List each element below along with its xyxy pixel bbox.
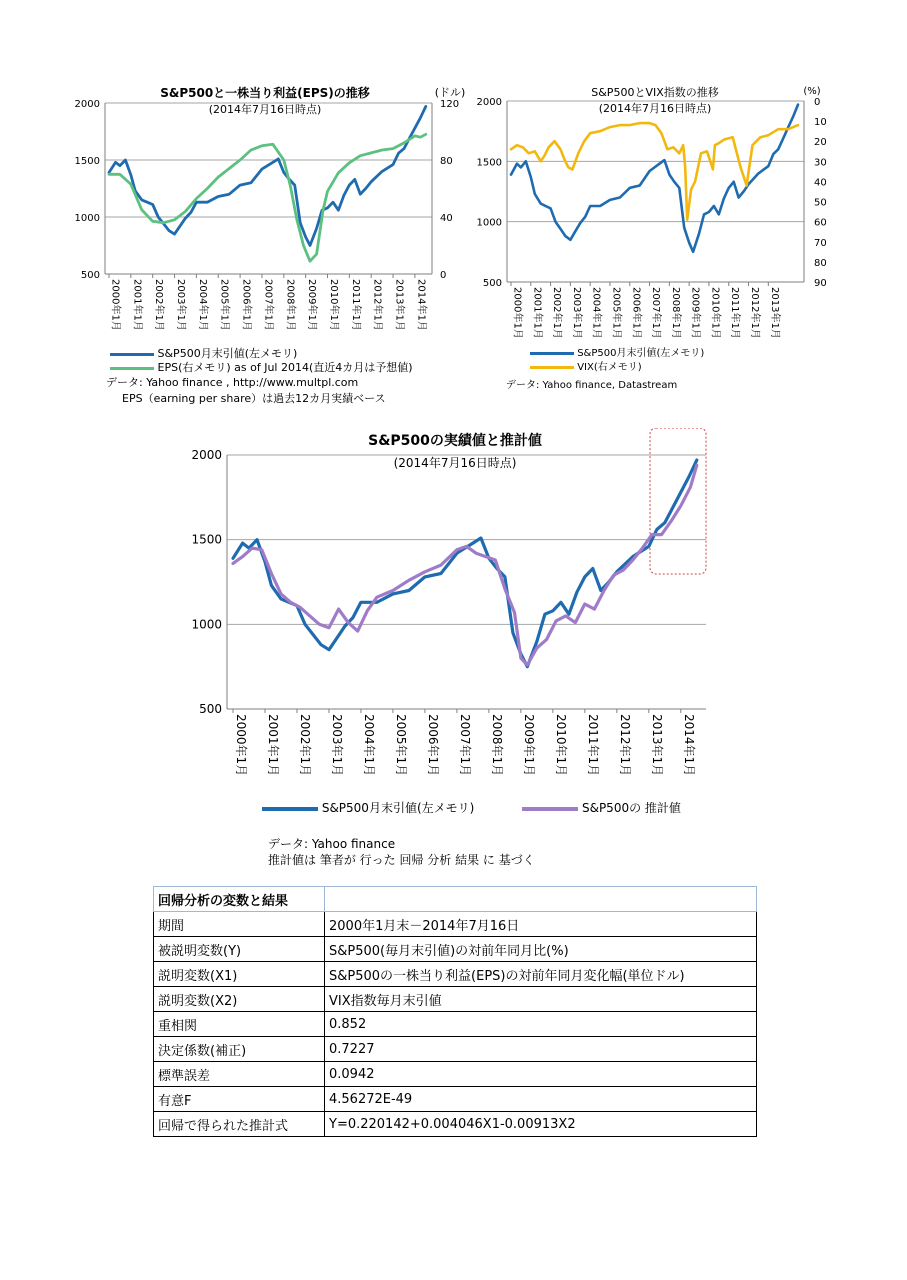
x-tick-label: 2003年1月: [570, 287, 582, 339]
legend-label: S&P500の 推計値: [581, 801, 681, 815]
x-tick-label: 2012年1月: [618, 714, 633, 777]
legend-swatch: [530, 352, 574, 355]
y-tick-label: 1000: [476, 217, 502, 229]
table-cell-label: 被説明変数(Y): [154, 937, 325, 962]
chart2-legend: [530, 347, 704, 375]
y-tick-label: 2000: [191, 448, 222, 462]
legend-label: S&P500月末引値(左メモリ): [577, 348, 705, 359]
table-cell-label: 期間: [154, 912, 325, 937]
legend-item: [530, 361, 704, 375]
chart-title: S&P500と一株当り利益(EPS)の推移: [160, 86, 370, 100]
y-right-tick-label: 40: [440, 213, 453, 224]
x-tick-label: 2011年1月: [586, 714, 601, 777]
table-cell-value: S&P500(毎月末引値)の対前年同月比(%): [325, 937, 757, 962]
chart3-legend: [262, 799, 702, 816]
right-axis-unit: (%): [803, 86, 821, 97]
chart3-source: データ: Yahoo finance: [268, 837, 396, 851]
chart-subtitle: (2014年7月16日時点): [208, 103, 322, 116]
series-line: [233, 460, 697, 667]
y-tick-label: 500: [482, 278, 502, 289]
y-tick-label: 2000: [74, 99, 100, 110]
table-cell-label: 決定係数(補正): [154, 1037, 325, 1062]
chart1-source: データ: Yahoo finance , http://www.multpl.com: [106, 376, 359, 389]
x-tick-label: 2003年1月: [175, 279, 187, 331]
y-tick-label: 1500: [74, 156, 100, 167]
chart1-eps-note: EPS（earning per share）は過去12カ月実績ベース: [122, 392, 386, 405]
x-tick-label: 2010年1月: [327, 279, 339, 331]
y-right-tick-label: 20: [814, 137, 827, 149]
x-tick-label: 2006年1月: [630, 287, 642, 339]
table-row: [154, 1037, 757, 1062]
x-tick-label: 2004年1月: [590, 287, 602, 339]
x-tick-label: 2000年1月: [234, 714, 249, 777]
y-tick-label: 1000: [74, 213, 100, 224]
table-row: [154, 937, 757, 962]
x-tick-label: 2005年1月: [394, 714, 409, 777]
y-tick-label: 500: [199, 702, 222, 716]
table-cell-label: 標準誤差: [154, 1062, 325, 1087]
table-cell-value: 0.7227: [325, 1037, 757, 1062]
regression-table: [153, 886, 757, 1137]
table-cell-label: 重相関: [154, 1012, 325, 1037]
x-tick-label: 2013年1月: [393, 279, 405, 331]
x-tick-label: 2002年1月: [551, 287, 563, 339]
x-tick-label: 2006年1月: [426, 714, 441, 777]
chart3-method-note: 推計値は 筆者が 行った 回帰 分析 結果 に 基づく: [268, 853, 535, 867]
legend-label: S&P500月末引値(左メモリ): [321, 801, 475, 815]
x-tick-label: 2009年1月: [306, 279, 318, 331]
legend-swatch: [110, 367, 154, 370]
table-cell-value: 4.56272E-49: [325, 1087, 757, 1112]
x-tick-label: 2008年1月: [284, 279, 296, 331]
x-tick-label: 2005年1月: [218, 279, 230, 331]
x-tick-label: 2010年1月: [709, 287, 721, 339]
table-cell-value: 0.0942: [325, 1062, 757, 1087]
table-cell-value: Y=0.220142+0.004046X1-0.00913X2: [325, 1112, 757, 1137]
x-tick-label: 2012年1月: [749, 287, 761, 339]
chart-sp500-eps: [60, 82, 470, 344]
series-line: [511, 123, 798, 220]
y-tick-label: 500: [80, 270, 100, 281]
table-title: 回帰分析の変数と結果: [154, 887, 325, 912]
legend-item: [262, 801, 478, 815]
legend-item: [530, 347, 704, 361]
y-right-tick-label: 30: [814, 157, 827, 169]
chart-sp500-vix: [470, 82, 850, 344]
table-header: [154, 887, 757, 912]
table-row: [154, 1087, 757, 1112]
x-tick-label: 2000年1月: [109, 279, 121, 331]
chart-title: S&P500とVIX指数の推移: [591, 86, 719, 99]
series-line: [233, 465, 697, 665]
chart-subtitle: (2014年7月16日時点): [393, 456, 517, 470]
table-row: [154, 962, 757, 987]
series-line: [109, 106, 426, 245]
x-tick-label: 2000年1月: [511, 287, 523, 339]
y-right-tick-label: 80: [814, 257, 827, 269]
legend-swatch: [110, 353, 154, 356]
y-tick-label: 1000: [191, 617, 222, 632]
table-cell-value: 2000年1月末－2014年7月16日: [325, 912, 757, 937]
y-right-tick-label: 50: [814, 197, 827, 209]
x-tick-label: 2001年1月: [131, 279, 143, 331]
x-tick-label: 2002年1月: [153, 279, 165, 331]
x-tick-label: 2013年1月: [650, 714, 665, 777]
table-cell-value: 0.852: [325, 1012, 757, 1037]
legend-label: VIX(右メモリ): [577, 362, 642, 373]
series-line: [511, 105, 798, 252]
x-tick-label: 2001年1月: [531, 287, 543, 339]
legend-item: [522, 801, 681, 815]
legend-item: [110, 347, 413, 361]
table-row: [154, 1112, 757, 1137]
table-row: [154, 1012, 757, 1037]
legend-label: EPS(右メモリ) as of Jul 2014(直近4カ月は予想値): [157, 361, 413, 374]
x-tick-label: 2009年1月: [522, 714, 537, 777]
table-header-empty: [325, 887, 757, 912]
x-tick-label: 2006年1月: [240, 279, 252, 331]
y-right-tick-label: 40: [814, 177, 827, 189]
y-right-tick-label: 90: [814, 278, 827, 289]
y-tick-label: 2000: [476, 97, 502, 108]
table-row: [154, 987, 757, 1012]
table-row: [154, 1062, 757, 1087]
right-axis-unit: (ドル): [434, 86, 466, 99]
chart-sp500-actual-vs-estimate: [170, 428, 730, 788]
x-tick-label: 2010年1月: [554, 714, 569, 777]
y-right-tick-label: 80: [440, 156, 453, 167]
x-tick-label: 2007年1月: [262, 279, 274, 331]
chart-subtitle: (2014年7月16日時点): [598, 102, 712, 115]
legend-item: [110, 361, 413, 375]
x-tick-label: 2011年1月: [729, 287, 741, 339]
x-tick-label: 2004年1月: [362, 714, 377, 777]
x-tick-label: 2014年1月: [682, 714, 697, 777]
x-tick-label: 2013年1月: [768, 287, 780, 339]
table-cell-label: 回帰で得られた推計式: [154, 1112, 325, 1137]
table-cell-value: S&P500の一株当り利益(EPS)の対前年同月変化幅(単位ドル): [325, 962, 757, 987]
y-right-tick-label: 60: [814, 217, 827, 229]
y-tick-label: 1500: [476, 157, 502, 169]
x-tick-label: 2007年1月: [458, 714, 473, 777]
x-tick-label: 2008年1月: [669, 287, 681, 339]
x-tick-label: 2007年1月: [650, 287, 662, 339]
y-right-tick-label: 10: [814, 117, 827, 129]
x-tick-label: 2003年1月: [330, 714, 345, 777]
x-tick-label: 2001年1月: [266, 714, 281, 777]
y-tick-label: 1500: [191, 532, 222, 547]
series-line: [109, 134, 426, 261]
legend-swatch: [262, 807, 318, 811]
chart2-source: データ: Yahoo finance, Datastream: [506, 380, 678, 391]
table-cell-label: 説明変数(X2): [154, 987, 325, 1012]
y-right-tick-label: 0: [440, 270, 447, 281]
x-tick-label: 2005年1月: [610, 287, 622, 339]
legend-swatch: [522, 807, 578, 811]
x-tick-label: 2012年1月: [371, 279, 383, 331]
legend-label: S&P500月末引値(左メモリ): [157, 347, 298, 360]
table-cell-value: VIX指数毎月末引値: [325, 987, 757, 1012]
table-cell-label: 説明変数(X1): [154, 962, 325, 987]
chart-title: S&P500の実績値と推計値: [368, 433, 542, 449]
y-right-tick-label: 120: [440, 99, 460, 110]
y-right-tick-label: 70: [814, 237, 827, 249]
x-tick-label: 2009年1月: [689, 287, 701, 339]
x-tick-label: 2002年1月: [298, 714, 313, 777]
x-tick-label: 2004年1月: [196, 279, 208, 331]
y-right-tick-label: 0: [814, 97, 821, 108]
chart1-legend: [110, 347, 413, 375]
table-row: [154, 912, 757, 937]
legend-swatch: [530, 366, 574, 369]
x-tick-label: 2008年1月: [490, 714, 505, 777]
table-cell-label: 有意F: [154, 1087, 325, 1112]
x-tick-label: 2014年1月: [415, 279, 427, 331]
x-tick-label: 2011年1月: [349, 279, 361, 331]
